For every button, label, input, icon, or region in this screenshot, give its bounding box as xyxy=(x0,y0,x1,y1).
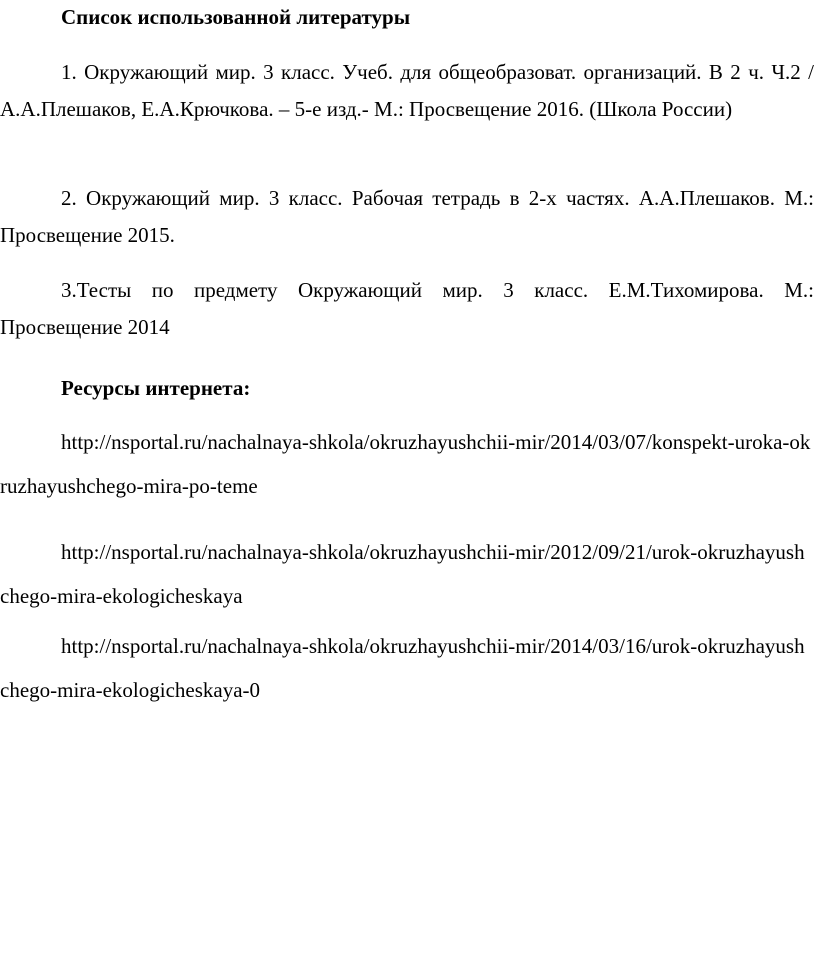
resource-link-2: http://nsportal.ru/nachalnaya-shkola/okruzhayushchii-mir/2012/09/21/urok-okruzhayushchego-mira-ekologicheskaya xyxy=(0,540,805,608)
internet-resources-heading: Ресурсы интернета: xyxy=(61,376,251,400)
reference-item-2: 2. Окружающий мир. 3 класс. Рабочая тетрадь в 2-х частях. А.А.Плешаков. М.: Просвещение 2015. xyxy=(0,186,814,247)
reference-item-1: 1. Окружающий мир. 3 класс. Учеб. для общеобразоват. организаций. В 2 ч. Ч.2 /А.А.Плешаков, Е.А.Крючкова. – 5-е изд.- М.: Просвещение 2016. (Школа России) xyxy=(0,60,814,121)
references-heading: Список использованной литературы xyxy=(61,5,411,29)
resource-link-1: http://nsportal.ru/nachalnaya-shkola/okruzhayushchii-mir/2014/03/07/konspekt-uroka-okruzhayushchego-mira-po-teme xyxy=(0,430,811,498)
reference-item-3: 3.Тесты по предмету Окружающий мир. 3 класс. Е.М.Тихомирова. М.: Просвещение 2014 xyxy=(0,278,814,339)
resource-link-3: http://nsportal.ru/nachalnaya-shkola/okruzhayushchii-mir/2014/03/16/urok-okruzhayushchego-mira-ekologicheskaya-0 xyxy=(0,634,805,702)
